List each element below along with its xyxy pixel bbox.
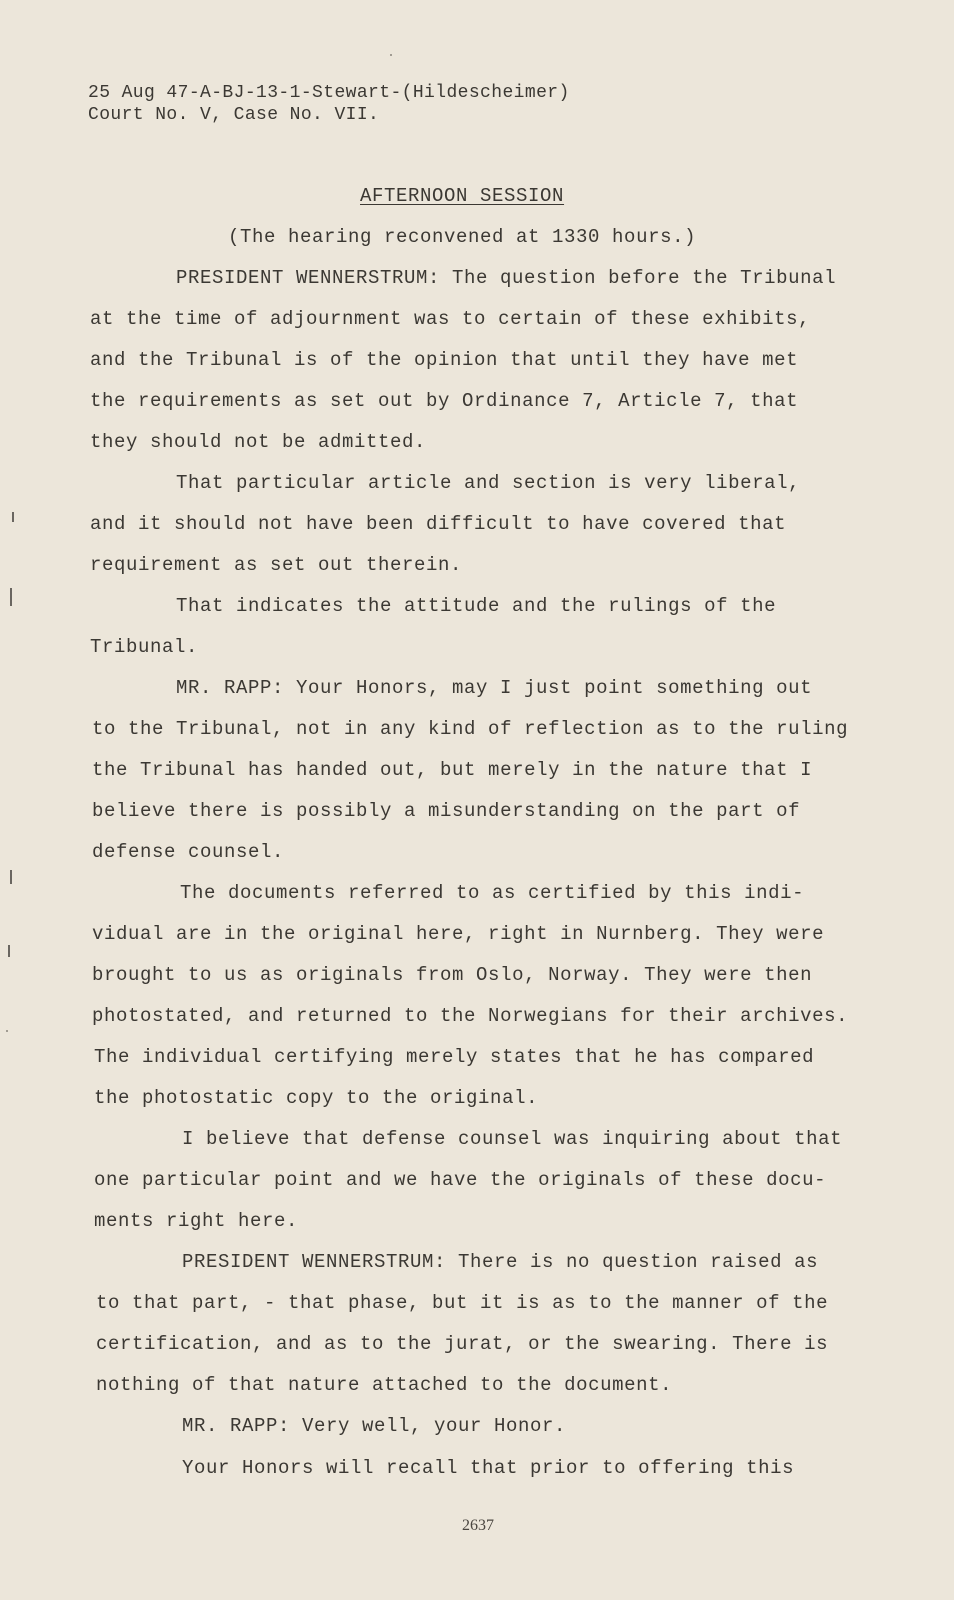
page-number: 2637 (462, 1517, 494, 1534)
text-line: ments right here. (94, 1210, 299, 1232)
text-line: The individual certifying merely states that he has compared (94, 1046, 815, 1068)
text-line: and it should not have been difficult to have covered that (90, 513, 787, 535)
text-line: PRESIDENT WENNERSTRUM: The question before the Tribunal (176, 267, 837, 289)
text-line: photostated, and returned to the Norwegians for their archives. (92, 1005, 849, 1027)
header-line-2: Court No. V, Case No. VII. (88, 105, 380, 125)
text-line: MR. RAPP: Very well, your Honor. (182, 1415, 567, 1437)
text-line: to the Tribunal, not in any kind of reflection as to the ruling (92, 718, 849, 740)
text-line: The documents referred to as certified by this indi- (180, 882, 805, 904)
margin-mark (8, 945, 10, 957)
text-line: requirement as set out therein. (90, 554, 463, 576)
text-line: (The hearing reconvened at 1330 hours.) (228, 226, 697, 248)
speck (390, 54, 392, 56)
text-line: Your Honors will recall that prior to offering this (182, 1457, 795, 1479)
text-line: PRESIDENT WENNERSTRUM: There is no question raised as (182, 1251, 819, 1273)
speck (6, 1030, 8, 1032)
text-line: vidual are in the original here, right in Nurnberg. They were (92, 923, 825, 945)
margin-mark (10, 588, 12, 606)
text-line: the Tribunal has handed out, but merely in the nature that I (92, 759, 813, 781)
text-line: to that part, - that phase, but it is as to the manner of the (96, 1292, 829, 1314)
text-line: I believe that defense counsel was inquiring about that (182, 1128, 843, 1150)
text-line: and the Tribunal is of the opinion that until they have met (90, 349, 799, 371)
text-line: the photostatic copy to the original. (94, 1087, 539, 1109)
text-line: That indicates the attitude and the rulings of the (176, 595, 777, 617)
text-line: the requirements as set out by Ordinance 7, Article 7, that (90, 390, 799, 412)
session-title: AFTERNOON SESSION (360, 185, 565, 207)
text-line: defense counsel. (92, 841, 285, 863)
text-line: they should not be admitted. (90, 431, 427, 453)
text-line: MR. RAPP: Your Honors, may I just point something out (176, 677, 813, 699)
text-line: one particular point and we have the originals of these docu- (94, 1169, 827, 1191)
margin-mark (12, 512, 14, 522)
text-line: certification, and as to the jurat, or the swearing. There is (96, 1333, 829, 1355)
header-line-1: 25 Aug 47-A-BJ-13-1-Stewart-(Hildescheimer) (88, 83, 570, 103)
text-line: brought to us as originals from Oslo, Norway. They were then (92, 964, 813, 986)
text-line: That particular article and section is very liberal, (176, 472, 801, 494)
text-line: believe there is possibly a misunderstanding on the part of (92, 800, 801, 822)
text-line: at the time of adjournment was to certain of these exhibits, (90, 308, 811, 330)
text-line: Tribunal. (90, 636, 199, 658)
text-line: nothing of that nature attached to the document. (96, 1374, 673, 1396)
margin-mark (10, 870, 12, 884)
